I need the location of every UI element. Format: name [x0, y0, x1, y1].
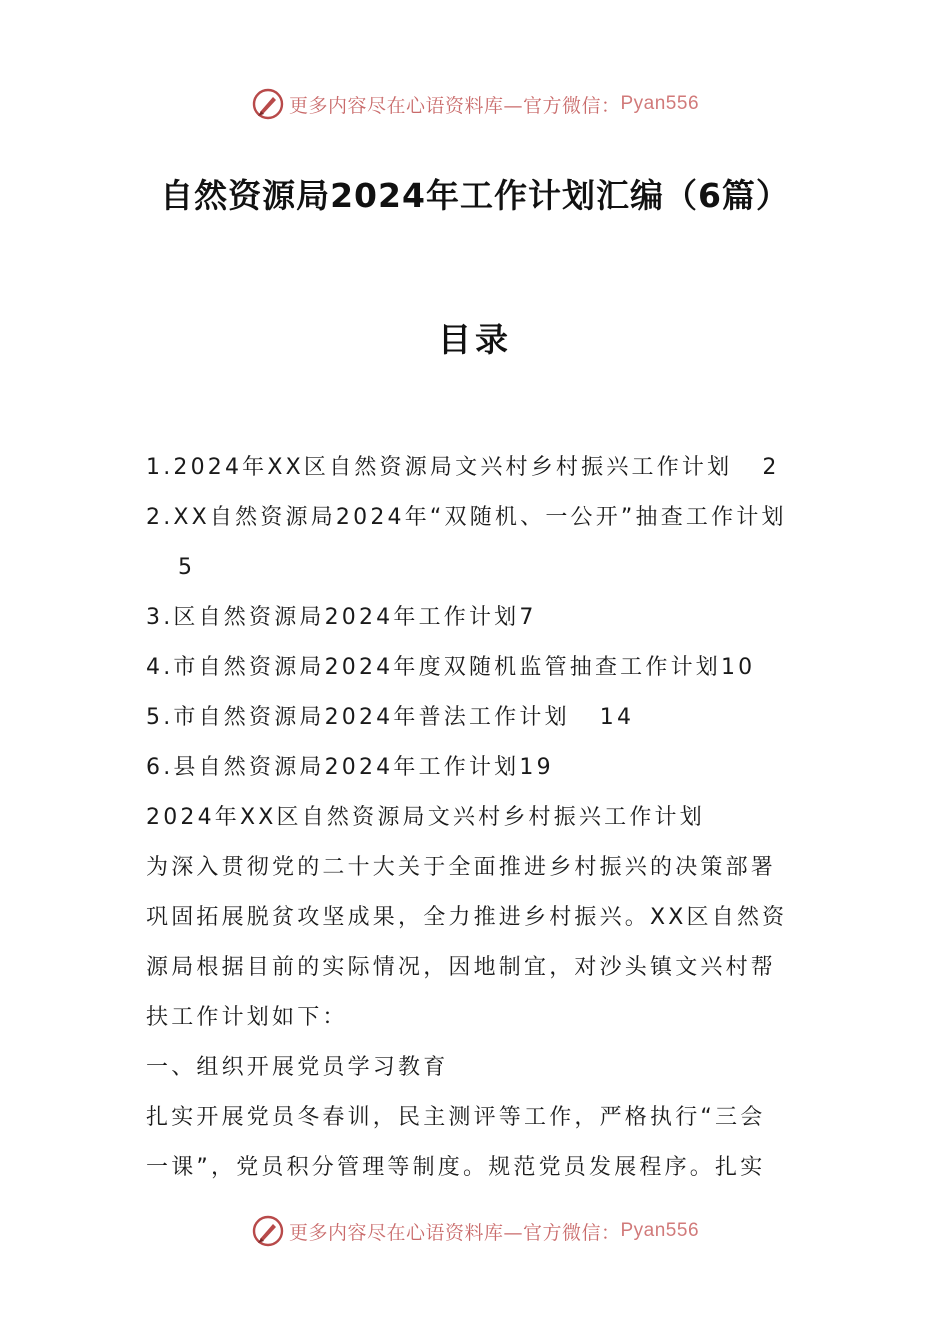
watermark-account: Pyan556 — [620, 1220, 700, 1241]
paragraph-line: 一课”，党员积分管理等制度。规范党员发展程序。扎实 — [146, 1155, 766, 1180]
watermark-account: Pyan556 — [620, 93, 700, 114]
toc-entry-page: 14 — [599, 705, 635, 730]
toc-entry-label: 6.县自然资源局2024年工作计划 — [146, 755, 520, 780]
toc-entry-3[interactable] — [146, 593, 806, 643]
paragraph-line: 扶工作计划如下： — [146, 1005, 348, 1030]
toc-entry-label: 2.XX自然资源局2024年“双随机、一公开”抽查工作计划 — [146, 505, 787, 530]
toc-entry-label: 1.2024年XX区自然资源局文兴村乡村振兴工作计划 — [146, 455, 733, 480]
toc-entry-page: 5 — [178, 555, 196, 580]
pen-logo-icon — [251, 1214, 285, 1248]
toc-entry-page: 2 — [762, 455, 780, 480]
toc-heading: 目录 — [438, 320, 512, 359]
paragraph-line: 为深入贯彻党的二十大关于全面推进乡村振兴的决策部署 — [146, 855, 777, 880]
article-title: 2024年XX区自然资源局文兴村乡村振兴工作计划 — [146, 805, 705, 830]
toc-entry-page: 10 — [720, 655, 756, 680]
toc-entry-2[interactable] — [146, 493, 806, 593]
watermark-text: 更多内容尽在心语资料库—官方微信： — [288, 94, 621, 117]
paragraph-line: 源局根据目前的实际情况，因地制宜，对沙头镇文兴村帮 — [146, 955, 777, 980]
toc-entry-label: 4.市自然资源局2024年度双随机监管抽查工作计划 — [146, 655, 721, 680]
toc-entry-label: 5.市自然资源局2024年普法工作计划 — [146, 705, 570, 730]
paragraph-line: 扎实开展党员冬春训，民主测评等工作，严格执行“三会 — [146, 1105, 766, 1130]
toc-entry-5[interactable] — [146, 693, 806, 743]
document-title: 自然资源局2024年工作计划汇编（6篇） — [160, 176, 790, 215]
paragraph-line: 巩固拓展脱贫攻坚成果，全力推进乡村振兴。XX区自然资 — [146, 905, 788, 930]
toc-entry-1[interactable] — [146, 443, 806, 493]
toc-entry-page: 7 — [519, 605, 537, 630]
watermark-header — [0, 84, 950, 124]
toc-entry-6[interactable] — [146, 743, 806, 793]
pen-logo-icon — [251, 87, 285, 121]
document-body — [146, 443, 806, 1193]
watermark-text: 更多内容尽在心语资料库—官方微信： — [288, 1221, 621, 1244]
section-heading: 一、组织开展党员学习教育 — [146, 1055, 449, 1080]
watermark-footer — [0, 1211, 950, 1251]
toc-entry-label: 3.区自然资源局2024年工作计划 — [146, 605, 520, 630]
toc-entry-page: 19 — [519, 755, 554, 780]
toc-entry-4[interactable] — [146, 643, 806, 693]
